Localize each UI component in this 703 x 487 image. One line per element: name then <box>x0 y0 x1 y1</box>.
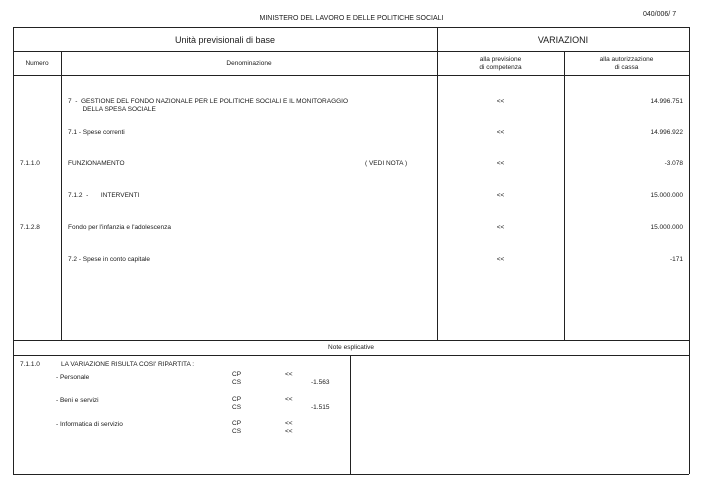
notes-code: 7.1.1.0 <box>20 361 40 368</box>
ministry-title-text: MINISTERO DEL LAVORO E DELLE POLITICHE SOCIALI <box>259 15 444 22</box>
note-cs-value: -1.563 <box>311 379 330 386</box>
table-right-border <box>689 27 690 474</box>
note-cp-value: << <box>285 371 293 378</box>
row-denominazione: 7.2 - Spese in conto capitale <box>68 256 151 263</box>
section-variazioni: VARIAZIONI <box>537 35 589 45</box>
column-header-divider <box>13 75 689 76</box>
column-header-denominazione: Denominazione <box>226 60 272 67</box>
numero-column-divider <box>61 51 62 340</box>
row-denominazione: FUNZIONAMENTO <box>68 160 125 167</box>
row-competenza: << <box>496 98 505 105</box>
section-header-divider <box>13 51 689 52</box>
note-cs-label: CS <box>232 379 242 386</box>
row-cassa: 14.996.751 <box>650 98 683 105</box>
page-reference: 040/006/ 7 <box>643 11 677 18</box>
note-cp-value: << <box>285 396 293 403</box>
row-cassa: -171 <box>669 256 683 263</box>
table-bottom-border <box>13 474 689 475</box>
row-cassa: 15.000.000 <box>650 192 683 199</box>
row-numero: 7.1.1.0 <box>20 160 40 167</box>
notes-column-divider <box>350 355 351 474</box>
column-header-numero: Numero <box>25 60 49 67</box>
ministry-title <box>0 15 703 22</box>
notes-title: Note esplicative <box>328 344 374 351</box>
notes-title-divider <box>13 355 689 356</box>
row-competenza: << <box>496 192 505 199</box>
row-cassa: -3.078 <box>664 160 683 167</box>
note-cp-label: CP <box>232 396 242 403</box>
section-unita-previsionali: Unità previsionali di base <box>174 35 276 45</box>
note-item-label: - Personale <box>56 374 90 381</box>
note-item-label: - Informatica di servizio <box>56 421 123 428</box>
row-numero: 7.1.2.8 <box>20 224 40 231</box>
row-denominazione: 7 - GESTIONE DEL FONDO NAZIONALE PER LE POLITICHE SOCIALI E IL MONITORAGGIO DELLA SPESA SOCIALE <box>68 98 349 113</box>
row-competenza: << <box>496 224 505 231</box>
note-cs-value: << <box>285 428 293 435</box>
note-cp-label: CP <box>232 371 242 378</box>
variazioni-divider <box>437 27 438 340</box>
note-cs-label: CS <box>232 428 242 435</box>
row-competenza: << <box>496 160 505 167</box>
column-header-competenza: alla previsione di competenza <box>479 56 522 71</box>
note-cs-label: CS <box>232 404 242 411</box>
notes-intro: LA VARIAZIONE RISULTA COSI' RIPARTITA : <box>61 361 195 368</box>
note-cp-value: << <box>285 420 293 427</box>
column-header-cassa: alla autorizzazione di cassa <box>599 56 654 71</box>
row-denominazione: Fondo per l'infanzia e l'adolescenza <box>68 224 171 231</box>
row-competenza: << <box>496 129 505 136</box>
row-cassa: 15.000.000 <box>650 224 683 231</box>
table-top-border <box>13 27 689 28</box>
row-cassa: 14.996.922 <box>650 129 683 136</box>
row-denominazione: 7.1 - Spese correnti <box>68 129 125 136</box>
note-cs-value: -1.515 <box>311 404 330 411</box>
row-denominazione: 7.1.2 - INTERVENTI <box>68 192 140 199</box>
row-competenza: << <box>496 256 505 263</box>
note-item-label: - Beni e servizi <box>56 397 99 404</box>
table-left-border <box>13 27 14 474</box>
body-notes-divider <box>13 340 689 341</box>
note-cp-label: CP <box>232 420 242 427</box>
row-note-ref: ( VEDI NOTA ) <box>365 160 408 167</box>
